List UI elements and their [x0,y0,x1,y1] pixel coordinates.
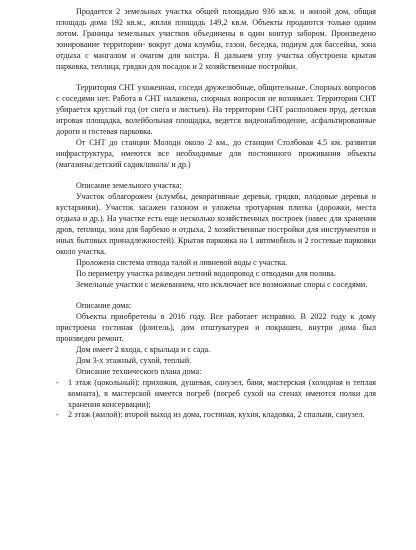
land-description-paragraph: Участок облагорожен (клумбы, декоративные деревья, грядки, плодовые деревья и кустарники). Участок засажен газоном и уложена тротуарная плитка (дорожки, места отдыха и др.). На участке есть еще несколько хозяйственных построек (навес для хранения дров, теплица, зона для барбекю и отдыха, 2 хозяйственные постройки для инструментов и иных бытовых принадлежностей). Крытая парковка на 1 автомобиль и 2 гостевые парковки около участка. [56,192,376,256]
house-description-heading: Описание дома: [76,301,132,311]
list-item-text: 2 этаж (жилой): второй выход из дома, гостиная, кухня, кладовка, 2 спальни, санузел. [68,410,365,420]
intro-paragraph: Продается 2 земельных участка общей площадью 936 кв.м. и жилой дом, общая площадь дома 192 кв.м., жилая площадь 149,2 кв.м. Объекты продаются только одним лотом. Границы земельных участков объединены в один контур забором. Произведено зонирование территории- вокруг дома клумбы, газон, беседка, подиум для бассейна, зона отдыха с мангалом и очагом для костра. В дальнем углу участка обустроена крытая парковка, теплица, грядки для посадок и 2 хозяйственные постройки. [56,7,376,71]
location-paragraph: От СНТ до станции Молоди около 2 км., до станции Столбовая 4.5 км. развитая инфраструктура, имеются все необходимые для постоянного проживания объекты (магазины/детский садик/школа/ и др.) [56,137,376,169]
list-item-text: 1 этаж (цокольный): прихожая, душевая, санузел, баня, мастерская (холодная и теплая комната), в мастерской имеется погреб (погреб сухой на стенах имеются полки для хранения консервации); [68,377,376,409]
technical-plan-heading: Описание технического плана дома: [76,366,202,376]
list-dash: - [56,410,59,420]
survey-paragraph: Земельные участки с межеванием, что исключает все возможные споры с соседями. [76,279,368,289]
list-item [56,410,376,421]
water-supply-paragraph: По периметру участка разведен летний водопровод с отводами для полива. [76,268,336,278]
house-history-paragraph: Объекты приобретены в 2016 году. Все работает исправно. В 2022 году к дому пристроена гостиная (флигель), дом отштукатурен и покрашен, внутри дома был произведен ремонт. [56,312,376,344]
house-entrances-paragraph: Дом имеет 2 входа, с крыльца и с сада. [76,345,211,355]
snt-paragraph: Территория СНТ ухоженная, соседи дружелюбные, общительные. Спорных вопросов с соседями нет. Работа в СНТ налажена, спорных вопросов не возникает. Территория СНТ убирается круглый год (от снега и листьев). На территории СНТ расположен пруд, детская игровая площадка, волейбольная площадка, ведется видеонаблюдение, асфальтированные дороги и гостевая парковка. [56,83,376,136]
list-dash: - [56,377,59,387]
list-item [56,378,376,411]
drainage-paragraph: Проложена система отвода талой и ливневой воды с участка. [76,257,288,267]
land-description-heading: Описание земельного участка: [76,181,182,191]
house-floors-paragraph: Дом 3-х этажный, сухой, теплый. [76,355,192,365]
